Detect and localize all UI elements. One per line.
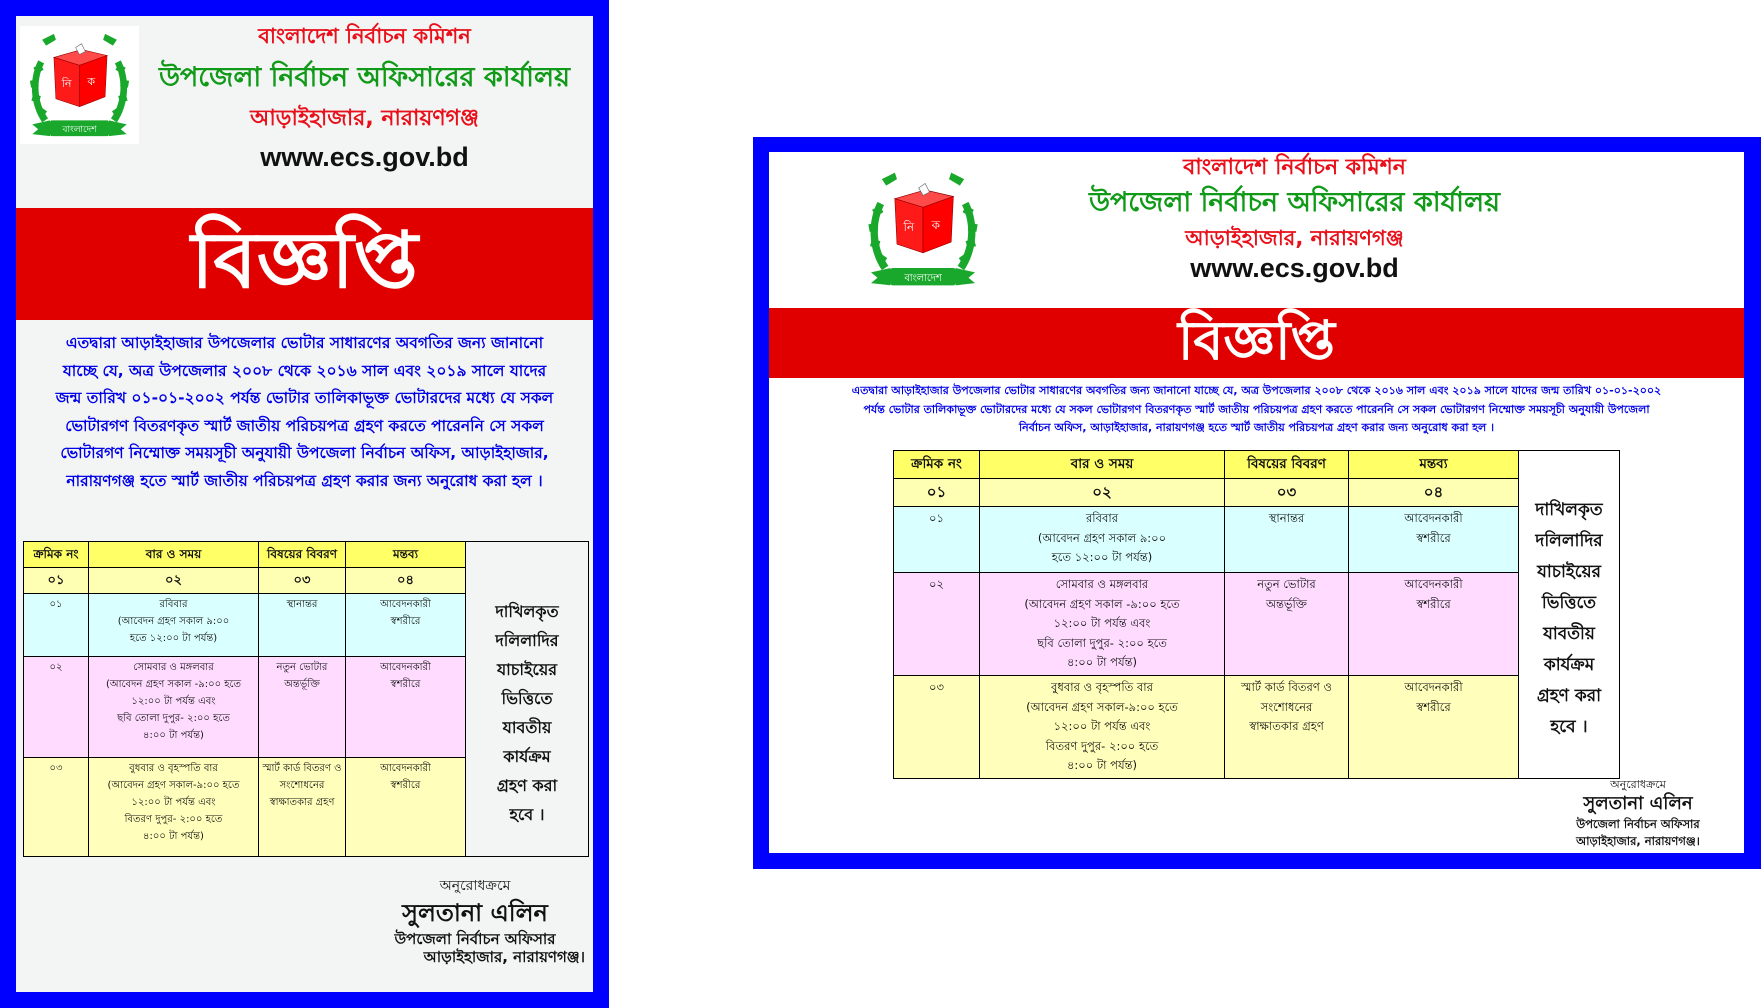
row-remark	[346, 758, 466, 857]
cell-line: ৪:০০ টা পর্যন্ত)	[143, 831, 204, 842]
side-note-line: যাবতীয়	[1543, 623, 1595, 644]
row-serial: ০২	[894, 573, 980, 676]
cell-line: আবেদনকারী	[1404, 511, 1463, 525]
logo-ribbon-text: বাংলাদেশ	[62, 125, 97, 136]
column-number: ০১	[894, 479, 980, 507]
schedule-table	[893, 450, 1620, 779]
signatory-designation: উপজেলা নির্বাচন অফিসার	[1576, 816, 1700, 831]
cell-line: ১২:০০ টা পর্যন্ত এবং	[1053, 719, 1151, 733]
logo-letter-2: ক	[87, 75, 95, 88]
paragraph-line: যাচ্ছে যে, অত্র উপজেলার ২০০৮ থেকে ২০১৬ সাল এবং ২০১৯ সালে যাদের	[62, 361, 547, 380]
cell-line: আবেদনকারী	[380, 763, 431, 774]
notice-paragraph	[20, 330, 589, 495]
header-subject: বিষয়ের বিবরণ	[1225, 451, 1349, 479]
cell-line: বুধবার ও বৃহস্পতি বার	[129, 763, 218, 774]
column-number: ০৪	[1349, 479, 1519, 507]
table-row	[894, 507, 1620, 573]
table-header-row	[24, 542, 589, 568]
header-day-time: বার ও সময়	[980, 451, 1225, 479]
row-subject	[1225, 573, 1349, 676]
cell-line: স্বশরীরে	[390, 679, 421, 690]
notice-paragraph	[769, 382, 1744, 438]
signature-block	[1538, 778, 1738, 850]
row-serial: ০১	[894, 507, 980, 573]
cell-line: আবেদনকারী	[1404, 577, 1463, 591]
cell-line: ছবি তোলা দুপুর- ২:০০ হতে	[1037, 635, 1167, 650]
cell-line: (আবেদন গ্রহণ সকাল-৯:০০ হতে	[1026, 699, 1178, 714]
column-number: ০১	[24, 568, 89, 594]
cell-line: ১২:০০ টা পর্যন্ত এবং	[1053, 616, 1151, 630]
emblem-svg	[857, 164, 989, 294]
signatory-location: আড়াইহাজার, নারায়ণগঞ্জ।	[423, 948, 585, 967]
row-day-time	[89, 758, 259, 857]
side-note-line: গ্রহণ করা	[496, 776, 558, 795]
side-note-line: যাচাইয়ের	[496, 660, 558, 679]
cell-line: বিতরণ দুপুর- ২:০০ হতে	[124, 814, 223, 825]
cell-line: ৪:০০ টা পর্যন্ত)	[1066, 758, 1138, 772]
cell-line: স্মার্ট কার্ড বিতরণ ও	[1241, 680, 1332, 694]
signatory-name: সুলতানা এলিন	[1583, 792, 1693, 814]
cell-line: স্বশরীরে	[1416, 530, 1451, 545]
side-note-line: দাখিলকৃত	[1535, 499, 1603, 520]
header-day-time: বার ও সময়	[89, 542, 259, 568]
side-note-line: কার্যক্রম	[1543, 654, 1595, 675]
side-note-line: দাখিলকৃত	[495, 602, 559, 621]
notice-poster-landscape	[753, 137, 1761, 869]
table-header-row	[894, 451, 1620, 479]
cell-line: স্বশরীরে	[1416, 699, 1451, 714]
cell-line: হতে ১২:০০ টা পর্যন্ত)	[129, 633, 218, 644]
cell-line: সোমবার ও মঙ্গলবার	[1055, 577, 1149, 591]
office-name: উপজেলা নির্বাচন অফিসারের কার্যালয়	[1088, 187, 1501, 218]
row-day-time	[980, 573, 1225, 676]
row-day-time	[980, 676, 1225, 779]
row-serial: ০২	[24, 657, 89, 758]
header-serial: ক্রমিক নং	[894, 451, 980, 479]
header-subject: বিষয়ের বিবরণ	[259, 542, 346, 568]
signature-block	[365, 878, 585, 967]
cell-line: বিতরণ দুপুর- ২:০০ হতে	[1045, 738, 1159, 753]
header-remark: মন্তব্য	[1349, 451, 1519, 479]
header-serial: ক্রমিক নং	[24, 542, 89, 568]
column-number: ০৪	[346, 568, 466, 594]
paragraph-line: এতদ্বারা আড়াইহাজার উপজেলার ভোটার সাধারণের অবগতির জন্য জানানো যাচ্ছে যে, অত্র উপজেলার ২০০৮ থেকে ২০১৬ সাল এবং ২০১৯ সালে যাদের জন্ম তারিখ ০১-০১-২০০২	[851, 384, 1662, 397]
poster-body	[769, 152, 1744, 853]
signature-prefix: অনুরোধক্রমে	[439, 878, 511, 894]
row-subject	[1225, 507, 1349, 573]
logo-letter-2: ক	[931, 218, 941, 232]
side-note-line: যাচাইয়ের	[1537, 561, 1601, 582]
signature-prefix: অনুরোধক্রমে	[1610, 778, 1666, 791]
cell-line: আবেদনকারী	[1404, 680, 1463, 694]
notice-poster-portrait	[0, 0, 609, 1008]
cell-line: (আবেদন গ্রহণ সকাল -৯:০০ হতে	[105, 679, 242, 690]
cell-line: নতুন ভোটার	[276, 662, 328, 673]
row-remark	[1349, 676, 1519, 779]
row-subject	[259, 594, 346, 657]
row-remark	[346, 594, 466, 657]
paragraph-line: এতদ্বারা আড়াইহাজার উপজেলার ভোটার সাধারণের অবগতির জন্য জানানো	[65, 334, 544, 352]
cell-line: স্বাক্ষাতকার গ্রহণ	[269, 797, 335, 808]
side-note-line: গ্রহণ করা	[1536, 685, 1602, 706]
commission-name: বাংলাদেশ নির্বাচন কমিশন	[1183, 155, 1406, 180]
signatory-name: সুলতানা এলিন	[402, 898, 548, 927]
cell-line: ৪:০০ টা পর্যন্ত)	[1066, 655, 1138, 669]
side-note	[1519, 451, 1620, 779]
row-remark	[1349, 573, 1519, 676]
row-day-time	[89, 594, 259, 657]
cell-line: রবিবার	[159, 599, 188, 610]
column-number: ০৩	[1225, 479, 1349, 507]
logo-ribbon-text: বাংলাদেশ	[904, 273, 942, 284]
cell-line: আবেদনকারী	[380, 662, 431, 673]
row-remark	[346, 657, 466, 758]
cell-line: বুধবার ও বৃহস্পতি বার	[1051, 680, 1153, 694]
signatory-location: আড়াইহাজার, নারায়ণগঞ্জ।	[1576, 833, 1700, 848]
cell-line: স্বশরীরে	[390, 780, 421, 791]
notice-title: বিজ্ঞপ্তি	[1177, 309, 1335, 372]
paragraph-line: নির্বাচন অফিস, আড়াইহাজার, নারায়ণগঞ্জ হতে স্মার্ট জাতীয় পরিচয়পত্র গ্রহণ করার জন্য অনুরোধ করা হল ।	[1018, 421, 1495, 434]
cell-line: হতে ১২:০০ টা পর্যন্ত)	[1051, 550, 1153, 564]
cell-line: (আবেদন গ্রহণ সকাল ৯:০০	[117, 616, 230, 627]
side-note-line: হবে ।	[1550, 716, 1588, 737]
cell-line: আবেদনকারী	[380, 599, 431, 610]
cell-line: ১২:০০ টা পর্যন্ত এবং	[131, 696, 216, 707]
cell-line: সংশোধনের	[1260, 699, 1313, 714]
side-note-line: ভিত্তিতে	[1541, 592, 1597, 613]
paragraph-line: ভোটারগণ নিম্মোক্ত সময়সূচী অনুযায়ী উপজেলা নির্বাচন অফিস, আড়াইহাজার,	[60, 444, 549, 462]
cell-line: স্থানান্তর	[1268, 511, 1305, 525]
office-name: উপজেলা নির্বাচন অফিসারের কার্যালয়	[158, 62, 571, 93]
side-note-line: যাবতীয়	[502, 718, 552, 737]
commission-name: বাংলাদেশ নির্বাচন কমিশন	[258, 24, 471, 48]
cell-line: নতুন ভোটার	[1257, 577, 1316, 591]
election-commission-logo-icon	[20, 26, 139, 144]
paragraph-line: পর্যন্ত ভোটার তালিকাভূক্ত ভোটারদের মধ্যে যে সকল ভোটারগণ বিতরণকৃত স্মার্ট জাতীয় পরিচয়পত্র গ্রহণ করতে পারেননি সে সকল ভোটারগণ নিম্মোক্ত সময়সূচী অনুযায়ী উপজেলা	[863, 402, 1650, 416]
row-subject	[259, 758, 346, 857]
cell-line: স্বশরীরে	[390, 616, 421, 627]
row-day-time	[89, 657, 259, 758]
side-note-line: হবে ।	[509, 805, 545, 824]
cell-line: স্বশরীরে	[1416, 596, 1451, 611]
column-number: ০২	[980, 479, 1225, 507]
side-note-line: দলিলাদির	[495, 631, 559, 650]
title-banner	[16, 208, 593, 320]
cell-line: রবিবার	[1085, 511, 1119, 525]
cell-line: সোমবার ও মঙ্গলবার	[133, 662, 214, 673]
row-serial: ০৩	[24, 758, 89, 857]
poster-body	[16, 16, 593, 992]
cell-line: ৪:০০ টা পর্যন্ত)	[143, 730, 204, 741]
election-commission-logo-icon	[857, 164, 989, 294]
website-url: www.ecs.gov.bd	[1190, 253, 1399, 283]
column-number-row	[894, 479, 1620, 507]
row-serial: ০৩	[894, 676, 980, 779]
signatory-designation: উপজেলা নির্বাচন অফিসার	[394, 929, 556, 948]
cell-line: স্মার্ট কার্ড বিতরণ ও	[262, 763, 342, 774]
schedule-table	[23, 541, 589, 857]
row-subject	[1225, 676, 1349, 779]
cell-line: ছবি তোলা দুপুর- ২:০০ হতে	[117, 713, 230, 724]
paragraph-line: জন্ম তারিখ ০১-০১-২০০২ পর্যন্ত ভোটার তালিকাভূক্ত ভোটারদের মধ্যে যে সকল	[55, 389, 554, 407]
table-row	[894, 573, 1620, 676]
logo-letter-1: নি	[61, 76, 72, 90]
row-day-time	[980, 507, 1225, 573]
office-location: আড়াইহাজার, নারায়ণগঞ্জ	[250, 106, 479, 131]
title-banner	[769, 308, 1744, 378]
side-note-line: ভিত্তিতে	[501, 689, 553, 708]
cell-line: ১২:০০ টা পর্যন্ত এবং	[131, 797, 216, 808]
row-remark	[1349, 507, 1519, 573]
cell-line: (আবেদন গ্রহণ সকাল -৯:০০ হতে	[1024, 596, 1180, 611]
logo-letter-1: নি	[903, 220, 915, 235]
cell-line: সংশোধনের	[279, 780, 325, 791]
row-serial: ০১	[24, 594, 89, 657]
column-number: ০২	[89, 568, 259, 594]
website-url: www.ecs.gov.bd	[260, 142, 469, 172]
header-remark: মন্তব্য	[346, 542, 466, 568]
emblem-svg	[20, 26, 139, 144]
office-location: আড়াইহাজার, নারায়ণগঞ্জ	[1185, 226, 1404, 250]
row-subject	[259, 657, 346, 758]
cell-line: (আবেদন গ্রহণ সকাল-৯:০০ হতে	[107, 780, 240, 791]
cell-line: অন্তর্ভূক্তি	[1266, 596, 1307, 611]
cell-line: অন্তর্ভূক্তি	[284, 679, 320, 690]
cell-line: স্থানান্তর	[286, 599, 318, 610]
paragraph-line: ভোটারগণ বিতরণকৃত স্মার্ট জাতীয় পরিচয়পত্র গ্রহণ করতে পারেননি সে সকল	[65, 416, 544, 435]
side-note	[466, 542, 589, 857]
cell-line: স্বাক্ষাতকার গ্রহণ	[1249, 719, 1324, 733]
notice-title: বিজ্ঞপ্তি	[191, 216, 418, 306]
column-number: ০৩	[259, 568, 346, 594]
side-note-line: কার্যক্রম	[503, 747, 551, 766]
cell-line: (আবেদন গ্রহণ সকাল ৯:০০	[1037, 530, 1167, 545]
paragraph-line: নারায়ণগঞ্জ হতে স্মার্ট জাতীয় পরিচয়পত্র গ্রহণ করার জন্য অনুরোধ করা হল ।	[66, 471, 543, 490]
table-row	[894, 676, 1620, 779]
side-note-line: দলিলাদির	[1535, 530, 1603, 551]
